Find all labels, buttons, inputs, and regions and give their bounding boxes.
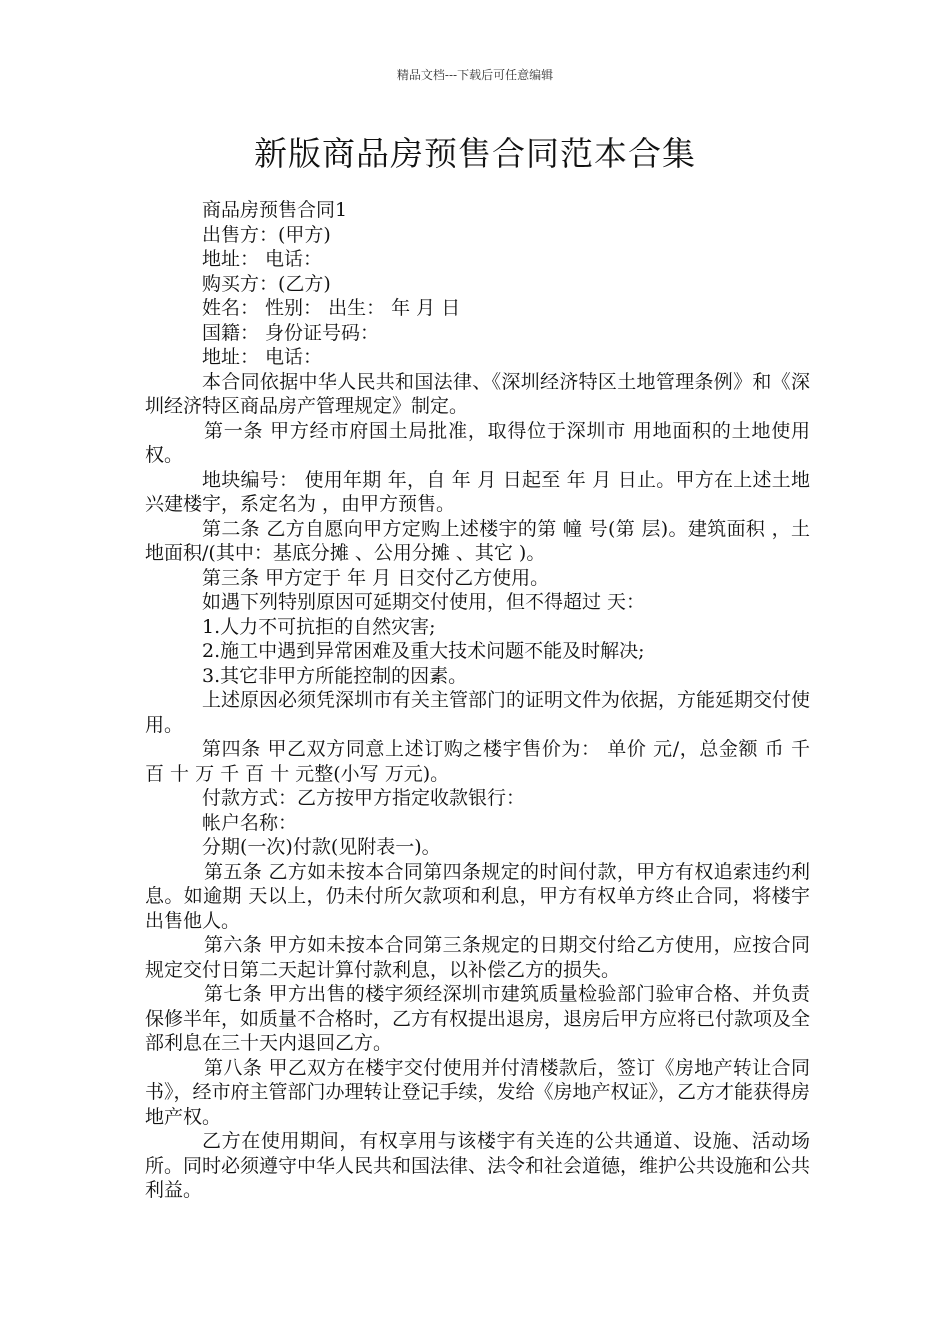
payment-method-line: 付款方式：乙方按甲方指定收款银行：: [202, 787, 526, 809]
seller-address-line: 地址： 电话：: [202, 248, 323, 270]
document-body: [145, 198, 810, 1203]
delay-condition-3: 3.其它非甲方所能控制的因素。: [202, 664, 468, 687]
document-title: 新版商品房预售合同范本合集: [254, 134, 696, 173]
account-name-line: 帐户名称：: [202, 811, 298, 834]
article-8: 第八条 甲乙双方在楼宇交付使用并付清楼款后，签订《房地产转让合同书》，经市府主管部门办理转让登记手续，发给《房地产权证》，乙方才能获得房地产权。: [145, 1056, 811, 1128]
installment-line: 分期(一次)付款(见附表一)。: [202, 836, 441, 858]
delay-proof-paragraph: 上述原因必须凭深圳市有关主管部门的证明文件为依据，方能延期交付使用。: [145, 689, 811, 736]
buyer-line: 购买方：(乙方): [202, 272, 331, 295]
article-7: 第七条 甲方出售的楼宇须经深圳市建筑质量检验部门验审合格、并负责保修半年，如质量不合格时，乙方有权提出退房，退房后甲方应将已付款项及全部利息在三十天内退回乙方。: [145, 983, 811, 1054]
article-5: 第五条 乙方如未按本合同第四条规定的时间付款，甲方有权追索违约利息。如逾期 天以上，仍未付所欠款项和利息，甲方有权单方终止合同，将楼宇出售他人。: [145, 860, 810, 932]
article-1: 第一条 甲方经市府国土局批准，取得位于深圳市 用地面积的土地使用权。: [145, 419, 810, 466]
legal-basis-paragraph: 本合同依据中华人民共和国法律、《深圳经济特区土地管理条例》和《深圳经济特区商品房产管理规定》制定。: [145, 370, 810, 417]
buyer-name-line: 姓名： 性别： 出生： 年 月 日: [202, 297, 461, 319]
contract-heading: 商品房预售合同1: [202, 199, 348, 221]
article-4: 第四条 甲乙双方同意上述订购之楼宇售价为： 单价 元/，总金额 币 千 百 十 万 千 百 十 元整(小写 万元)。: [145, 738, 810, 785]
land-parcel-paragraph: 地块编号： 使用年期 年，自 年 月 日起至 年 月 日止。甲方在上述土地兴建楼宇，系定名为 ，由甲方预售。: [145, 468, 810, 515]
delay-conditions-intro: 如遇下列特别原因可延期交付使用，但不得超过 天：: [202, 591, 646, 613]
delay-condition-1: 1.人力不可抗拒的自然灾害;: [202, 615, 436, 638]
delay-condition-2: 2.施工中遇到异常困难及重大技术问题不能及时解决;: [202, 640, 645, 662]
buyer-nationality-line: 国籍： 身份证号码：: [202, 321, 380, 344]
article-6: 第六条 甲方如未按本合同第三条规定的日期交付给乙方使用，应按合同规定交付日第二天起计算付款利息，以补偿乙方的损失。: [145, 934, 810, 981]
article-3: 第三条 甲方定于 年 月 日交付乙方使用。: [202, 566, 550, 589]
buyer-address-line: 地址： 电话：: [202, 346, 323, 368]
article-2: 第二条 乙方自愿向甲方定购上述楼宇的第 幢 号(第 层)。建筑面积 ，土地面积/(其中：基底分摊 、公用分摊 、其它 )。: [145, 517, 810, 564]
usage-rights-paragraph: 乙方在使用期间，有权享用与该楼宇有关连的公共通道、设施、活动场所。同时必须遵守中华人民共和国法律、法令和社会道德，维护公共设施和公共利益。: [145, 1130, 811, 1201]
header-note: 精品文档---下载后可任意编辑: [396, 68, 554, 82]
seller-line: 出售方：(甲方): [202, 223, 331, 246]
